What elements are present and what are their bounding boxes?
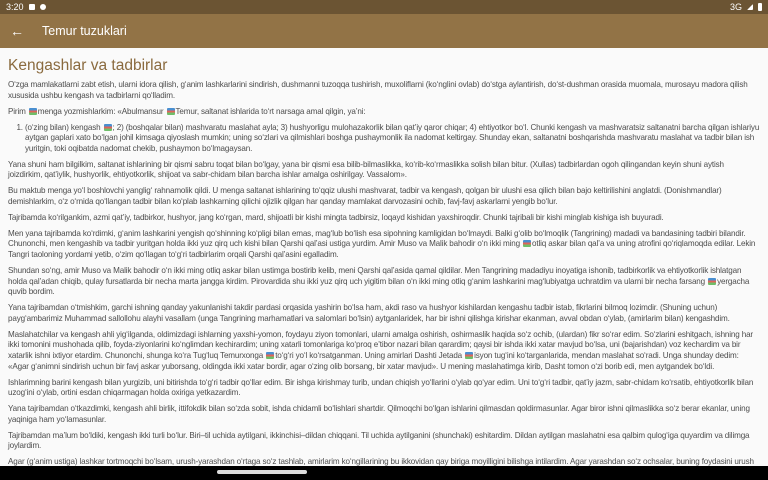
home-gesture-handle[interactable]: [217, 470, 307, 474]
paragraph-text: Tajribamdan ma’lum bo‘ldiki, kengash ikki turli bo‘lur. Biri–til uchida aytilgani, ikkinchisi–dildan chiqqani. Til uchida aytilganini (shunchaki) eshitardim. Dildan aytilgan maslahatni esa qalbim qulog‘iga quyardim va dilimga joylardim.: [8, 430, 750, 451]
paragraph: [8, 266, 760, 298]
paragraph: [8, 378, 760, 399]
notification-icon: [40, 4, 46, 10]
paragraph-text: (o‘zing bilan) kengash: [25, 122, 103, 132]
article-content[interactable]: [0, 48, 768, 466]
paragraph-text: Bu maktub menga yo‘l boshlovchi yanglig‘ rahnamolik qildi. U menga saltanat ishlarining to‘qqiz ulushi mashvarat, tadbir va kengash, qolgan bir ulushi esa qilich bilan bajo keltirilishini anglatdi. (Donishmandlar) demishlarkim, o‘z o‘rnida qo‘llangan tadbir bilan ko‘plab lashkarning qilichi ojizlik qilgan har qanday mamlakat darvozasini ochib, favj-favj askarlarni yengib bo‘lur.: [8, 186, 722, 206]
paragraph-text: isyon tug‘ini ko‘targanlarida, mendan maslahat so‘radi. Unga shunday dedim: «Agar g‘animni sindirish uchun bir favj askar yuborsang, oldingda ikki xatar bordir, agar o‘zing olib borsang, bir xatar mavjud». U mening maslahatimga kirib, Dasht tomon o‘zi borib edi, men aytgandek bo‘ldi.: [8, 350, 739, 371]
books-emoji-icon: [523, 240, 531, 247]
paragraph: [25, 123, 760, 155]
paragraph-text: otliq askar bilan qal’a va uning atrofini qo‘riqlamoqda edilar. Lekin Tangri taoloning yordami yetib, o‘zim qo‘llagan to‘g‘ri tadbirlarim orqali Qarshi qal’asini egalladim.: [8, 239, 756, 260]
notification-icon: [29, 4, 35, 10]
signal-icon: [747, 4, 753, 10]
paragraph: [8, 80, 760, 101]
paragraph: [8, 107, 760, 118]
paragraph: [8, 404, 760, 425]
books-emoji-icon: [266, 352, 274, 359]
paragraph: [8, 160, 760, 181]
battery-icon: [758, 3, 762, 11]
paragraph-text: to‘g‘ri yo‘l ko‘rsatganman. Uning amirlari Dashti Jetada: [275, 350, 465, 360]
article-body: [8, 80, 760, 478]
paragraph: [8, 186, 760, 207]
paragraph-text: Pirim: [8, 106, 28, 116]
status-bar: [0, 0, 768, 14]
paragraph: [8, 330, 760, 372]
paragraph: [8, 303, 760, 324]
paragraph-text: ; 2) (boshqalar bilan) mashvaratu maslahat ayla; 3) hushyorligu mulohazakorlik bilan qat’iy qaror chiqar; 4) ehtiyotkor bo‘l. Chunki kengash va mashvaratsiz saltanatni barcha qilgan ishlariyu aytgan gaplari xato bo‘lgan johil kimsaga qiyoslash mumkin; uning so‘zlari va qilmishlari boshga pushaymonlik ila nadomat keltirgay. Shunday ekan, saltanatni boshqarishda mashvaratu maslahat va tadbir bilan ish yuritgin, toki oqibatda nadomat chekib, pushaymon bo‘lmagaysan.: [25, 122, 760, 153]
paragraph-text: Yana shuni ham bilgilkim, saltanat ishlarining bir qismi sabru toqat bilan bo‘lgay, yana bir qismi esa bilib-bilmaslikka, ko‘rib-ko‘rmaslikka solish bilan bitur. (Xullas) tadbirlardan ogoh qilingandan keyin shuni aytish joizdirkim, qat’iylik, hushyorlik, ehtiyotkorlik, shijoat va sabr-chidam bilan barcha ishlar amalga oshirilgay. Vassalom».: [8, 159, 724, 180]
paragraph-text: Yana tajribamdan o‘tkazdimki, kengash ahli birlik, ittifokdik bilan so‘zda sobit, ishda chidamli bo‘lishlari shartdir. Qilmoqchi bo‘lgan ishlarini qilmasdan qoldirmasunlar. Agar biror ishni qilmaslikka so‘z berar ekanlar, uning yaqiniga ham yo‘lamasunlar.: [8, 404, 750, 424]
books-emoji-icon: [167, 108, 175, 115]
paragraph-text: Agar (g‘anim ustiga) lashkar tortmoqchi bo‘lsam, urush-yarashdan o‘rtaga so‘z tashlab, amirlarim ko‘ngillarining bu ikkovidan qay biriga moyilligini bilishga intilardim. Agar yarashdan so‘z ochsalar, buning foydasini urush: [8, 457, 754, 467]
books-emoji-icon: [465, 352, 473, 359]
books-emoji-icon: [708, 278, 716, 285]
article-heading: Kengashlar va tadbirlar: [8, 57, 168, 74]
arrow-left-icon[interactable]: ←: [10, 23, 24, 39]
network-label: 3G: [729, 2, 742, 12]
paragraph: [8, 431, 760, 452]
paragraph: [8, 213, 760, 224]
paragraph-text: Maslahatchilar va kengash ahli yig‘ilganda, oldimizdagi ishlarning yaxshi-yomon, foydayu ziyon tomonlari, ularni amalga oshirish, oshirmaslik haqida so‘z ochib, (ulardan) fikr so‘rar edim. So‘zlarini eshitgach, ishning har ikki tomonini mushohada qilib, foyda-ziyonlarini ko‘nglimdan kechirardim; uning xatarli tomonlariga ko‘proq e’tibor nazari bilan qarardim; qaysi bir ishda ikki xatar mavjud bo‘lsa, uni (bajarishdan) voz kechardim va bir xatarlik ishni ixtiyor etardim. Chunonchi, shunga ko‘ra Tug‘luq Temurxonga: [8, 329, 753, 360]
paragraph-text: menga yozmishlarkim: «Abulmansur: [37, 106, 166, 116]
paragraph-text: Shundan so‘ng, amir Muso va Malik bahodir o‘n ikki ming otliq askar bilan ustimga bostirib kelib, meni Qarshi qal’asida qamal qildilar. Men Tangrining madadiyu inoyatiga ishonib, tadbirkorlik va ehtiyotkorlik ishlatgan holda qal’adan chiqib, qulay fursatlarda bir necha marta jangga kirdim. Pirovardida shu ikki yuz qirq uch yigitim bilan o‘n ikki ming otliq g‘anim lashkarini mag‘lubiyatga uchratdim va ularni bir necha farsang: [8, 266, 742, 286]
numbered-list: [8, 123, 760, 155]
paragraph-text: yergacha quvib bordim.: [8, 276, 750, 297]
paragraph-text: Ishlarimning barini kengash bilan yurgizib, uni bitirishda to‘g‘ri tadbir qo‘llar edim. Bir ishga kirishmay turib, undan chiqish yo‘llarini o‘ylab qo‘yar edim. Uni to‘g‘ri tadbir, qat’iy jazm, sabr-chidam ko‘rsatib, ehtiyotkorlik bilan uzog‘ini o‘ylab, ortini esdan chiqarmagan holda oxiriga yetkazardim.: [8, 377, 754, 398]
app-bar: [0, 14, 768, 48]
paragraph-text: Tajribamda ko‘rilgankim, azmi qat’iy, tadbirkor, hushyor, jang ko‘rgan, mard, shijoatli bir kishi mingta tadbirsiz, loqayd kishidan yaxshiroqdir. Chunki tajribali bir kishi minglab kishiga ish buyuradi.: [8, 212, 664, 222]
status-time: 3:20: [6, 2, 24, 12]
navigation-bar: [0, 466, 768, 480]
books-emoji-icon: [29, 108, 37, 115]
books-emoji-icon: [104, 124, 112, 131]
paragraph-text: Temur, saltanat ishlarida to‘rt narsaga amal qilgin, ya’ni:: [175, 106, 366, 116]
paragraph-text: O‘zga mamlakatlarni zabt etish, ularni idora qilish, g‘anim lashkarlarini sindirish, dushmanni tuzoqqa tushirish, muxoliflarni (ko‘nglini ovlab) do‘stga aylantirish, do‘st-dushman orasida muomala, murosayu madora qilish xususida ushbu kengash va tadbirlarni qo‘lladim.: [8, 80, 748, 100]
page-title: Temur tuzuklari: [42, 24, 127, 38]
paragraph: [8, 229, 760, 261]
paragraph-text: Men yana tajribamda ko‘rdimki, g‘anim lashkarini yengish qo‘shinning ko‘pligi bilan emas, mag‘lub bo‘lish esa sipohning kamligidan bo‘lmaydi. Balki g‘olib bo‘lmoqlik (Tangrining) madadi va bandasining tadbiri bilandir. Chunonchi, men kengashib va tadbir yuritgan holda ikki yuz qirq uch kishi bilan Qarshi qal’asi ustiga yurdim. Amir Muso va Malik bahodir o‘n ikki ming: [8, 228, 746, 249]
paragraph-text: Yana tajribamdan o‘tmishkim, garchi ishning qanday yakunlanishi takdir pardasi orqasida yashirin bo‘lsa ham, akdi raso va hushyor kishilardan kengashu tadbir istab, fikrlarini bilmoq lozimdir. (Shuning uchun) payg‘ambarimiz Muhammad sallollohu alayhi vasallam (unga Tangrining marhamatlari va salomlari bo‘lsin) aytganlaridek, har bir ishni qilishga kirishar ekanman, avval obdan o‘ylab, (amirlarim bilan) kengashdim.: [8, 303, 730, 323]
